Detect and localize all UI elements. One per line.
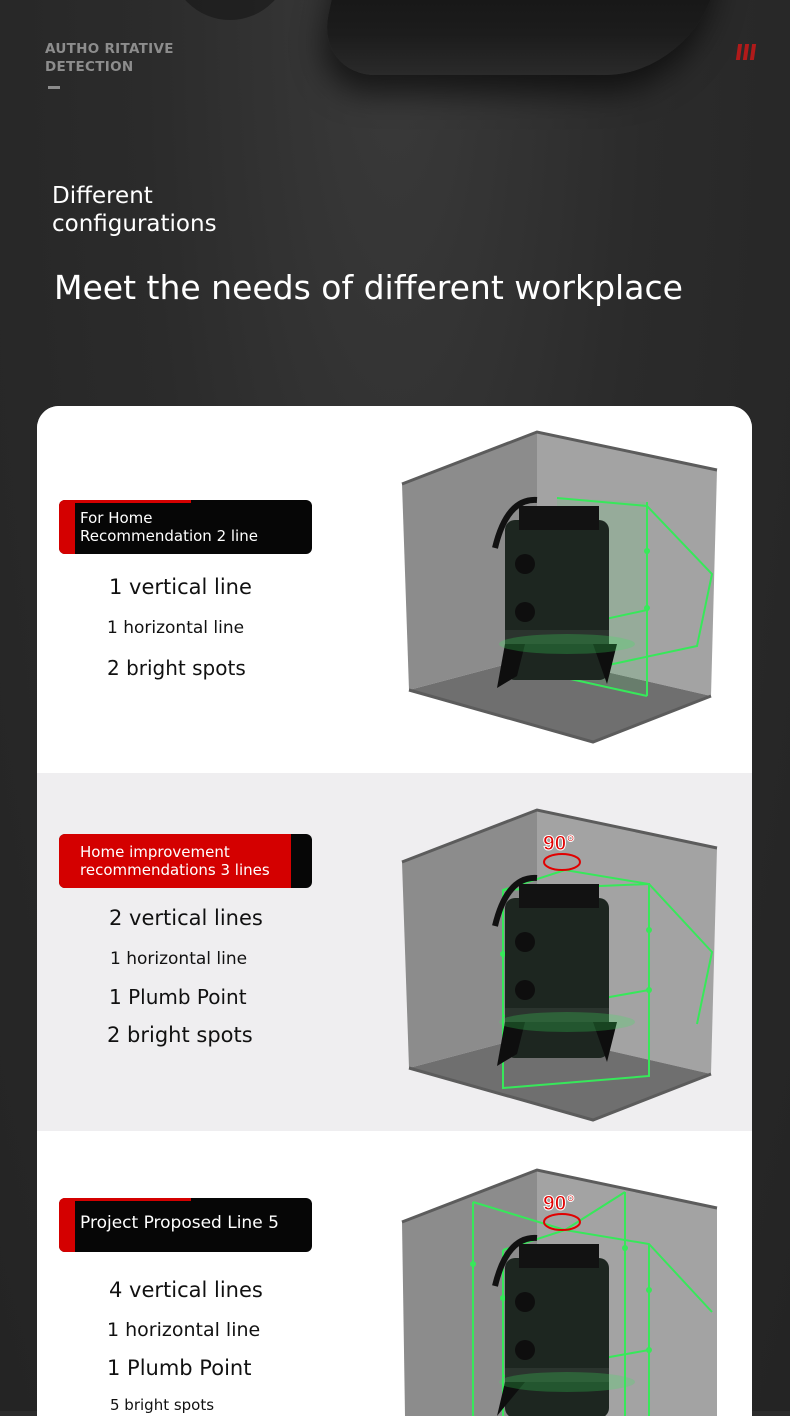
- tag-line-2: Recommendation 2 line: [80, 527, 258, 545]
- feature-item: 2 bright spots: [107, 1023, 253, 1047]
- feature-item: 1 horizontal line: [107, 1319, 261, 1341]
- config-section-2-line: [37, 406, 752, 773]
- brand-dash: [48, 86, 60, 89]
- feature-item: 1 Plumb Point: [109, 985, 247, 1009]
- tag-line-1: Home improvement: [80, 843, 230, 861]
- config-tag: [59, 834, 312, 888]
- subtitle: [52, 182, 217, 238]
- angle-label: 90°: [543, 832, 575, 855]
- configurations-panel: [37, 406, 752, 1416]
- brand-line-1: AUTHO RITATIVE: [45, 41, 174, 57]
- feature-item: 2 bright spots: [107, 656, 246, 680]
- feature-item: 1 Plumb Point: [107, 1356, 252, 1380]
- brand-line-2: DETECTION: [45, 59, 134, 75]
- subtitle-line-1: Different: [52, 183, 153, 209]
- laser-room-illustration: [397, 428, 727, 748]
- tag-line-1: Project Proposed Line 5: [80, 1213, 279, 1233]
- menu-bars-icon[interactable]: [737, 44, 755, 60]
- config-section-5-lines: [37, 1131, 752, 1416]
- laser-room-illustration: [397, 806, 727, 1126]
- feature-item: 1 vertical line: [109, 575, 252, 599]
- feature-item: 5 bright spots: [110, 1396, 215, 1414]
- tag-line-1: For Home: [80, 509, 153, 527]
- feature-item: 1 horizontal line: [110, 949, 248, 969]
- feature-item: 4 vertical lines: [109, 1278, 263, 1302]
- page-headline: Meet the needs of different workplace: [54, 268, 683, 307]
- tag-line-2: recommendations 3 lines: [80, 861, 270, 879]
- feature-item: 1 horizontal line: [107, 618, 245, 638]
- brand-label: [45, 40, 174, 76]
- config-tag: [59, 500, 312, 554]
- config-tag: [59, 1198, 312, 1252]
- angle-label: 90°: [543, 1192, 575, 1215]
- laser-room-illustration: [397, 1166, 727, 1416]
- config-section-3-lines: [37, 773, 752, 1131]
- feature-item: 2 vertical lines: [109, 906, 263, 930]
- subtitle-line-2: configurations: [52, 211, 217, 237]
